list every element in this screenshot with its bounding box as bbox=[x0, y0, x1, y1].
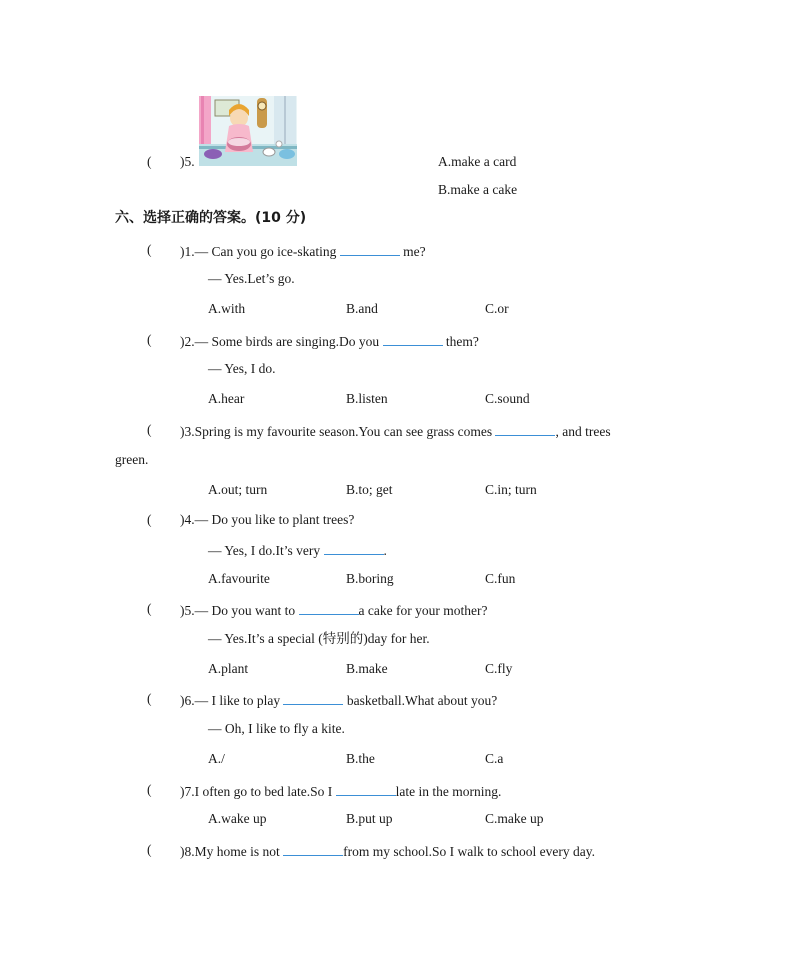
q5-option-b: B.make bbox=[346, 661, 388, 676]
q7-text-before: I often go to bed late.So I bbox=[194, 784, 336, 799]
prev-item-option-a: A.make a card bbox=[438, 154, 517, 169]
q3-option-b: B.to; get bbox=[346, 482, 393, 497]
q3-option-c: C.in; turn bbox=[485, 482, 537, 497]
q1-paren: ( bbox=[147, 242, 152, 257]
q2-line2: — Yes, I do. bbox=[208, 361, 276, 376]
q5-line2: — Yes.It’s a special (特别的)day for her. bbox=[208, 631, 430, 646]
q3-number: )3. bbox=[180, 424, 195, 439]
q6-text-after: basketball.What about you? bbox=[343, 693, 498, 708]
q5-text-after: a cake for your mother? bbox=[358, 603, 488, 618]
q6-blank[interactable] bbox=[283, 692, 343, 705]
q2-option-c: C.sound bbox=[485, 391, 530, 406]
q8-text-after: from my school.So I walk to school every day. bbox=[343, 844, 595, 859]
q7-number: )7. bbox=[180, 784, 195, 799]
q5-number: )5. bbox=[180, 603, 195, 618]
q1-option-a: A.with bbox=[208, 301, 246, 316]
q5-line1 bbox=[180, 602, 487, 618]
q7-line1 bbox=[180, 783, 501, 799]
q7-option-b: B.put up bbox=[346, 811, 393, 826]
q4-option-b: B.boring bbox=[346, 571, 394, 586]
q6-option-c: C.a bbox=[485, 751, 504, 766]
q1-option-c: C.or bbox=[485, 301, 509, 316]
q3-paren: ( bbox=[147, 422, 152, 437]
q4-option-c: C.fun bbox=[485, 571, 516, 586]
q1-number: )1. bbox=[180, 244, 195, 259]
girl-making-cake-picture bbox=[199, 96, 297, 166]
q1-text-after: me? bbox=[399, 244, 426, 259]
q8-number: )8. bbox=[180, 844, 195, 859]
q4-blank[interactable] bbox=[324, 542, 384, 555]
q5-option-a: A.plant bbox=[208, 661, 249, 676]
q1-option-b: B.and bbox=[346, 301, 378, 316]
q1-blank[interactable] bbox=[340, 243, 400, 256]
q7-blank[interactable] bbox=[336, 783, 396, 796]
q8-paren: ( bbox=[147, 842, 152, 857]
q5-text-before: — Do you want to bbox=[194, 603, 299, 618]
prev-item-number: )5. bbox=[180, 154, 195, 169]
prev-item-option-b: B.make a cake bbox=[438, 182, 518, 197]
q7-text-after: late in the morning. bbox=[395, 784, 502, 799]
q4-paren: ( bbox=[147, 512, 152, 527]
q4-number: )4. bbox=[180, 512, 195, 527]
q1-line1 bbox=[180, 243, 426, 259]
q1-text-before: — Can you go ice-skating bbox=[194, 244, 340, 259]
q4-line1 bbox=[180, 513, 354, 527]
q3-text-after: , and trees bbox=[555, 424, 611, 439]
q3-line1 bbox=[180, 423, 611, 439]
q4-text-before: — Yes, I do.It’s very bbox=[208, 543, 324, 558]
q6-line2: — Oh, I like to fly a kite. bbox=[208, 721, 345, 736]
q2-option-b: B.listen bbox=[346, 391, 388, 406]
q6-option-b: B.the bbox=[346, 751, 375, 766]
q4-option-a: A.favourite bbox=[208, 571, 270, 586]
q8-line1 bbox=[180, 843, 595, 859]
q2-line1 bbox=[180, 333, 479, 349]
q2-option-a: A.hear bbox=[208, 391, 245, 406]
q3-option-a: A.out; turn bbox=[208, 482, 268, 497]
prev-item-paren: ( bbox=[147, 154, 152, 169]
q5-paren: ( bbox=[147, 601, 152, 616]
q7-option-a: A.wake up bbox=[208, 811, 267, 826]
q6-line1 bbox=[180, 692, 497, 708]
q6-option-a: A./ bbox=[208, 751, 225, 766]
q5-blank[interactable] bbox=[299, 602, 359, 615]
q2-text-after: them? bbox=[442, 334, 479, 349]
q3-blank[interactable] bbox=[495, 423, 555, 436]
q6-text-before: — I like to play bbox=[194, 693, 284, 708]
q4-text: — Do you like to plant trees? bbox=[194, 512, 355, 527]
q8-blank[interactable] bbox=[283, 843, 343, 856]
q7-paren: ( bbox=[147, 782, 152, 797]
q3-text-before: Spring is my favourite season.You can see grass comes bbox=[194, 424, 496, 439]
q2-paren: ( bbox=[147, 332, 152, 347]
q2-blank[interactable] bbox=[383, 333, 443, 346]
q2-text-before: — Some birds are singing.Do you bbox=[194, 334, 383, 349]
q7-option-c: C.make up bbox=[485, 811, 544, 826]
q4-text-after: . bbox=[383, 543, 387, 558]
q6-paren: ( bbox=[147, 691, 152, 706]
section-title: 六、选择正确的答案。(10 分) bbox=[115, 210, 307, 226]
q6-number: )6. bbox=[180, 693, 195, 708]
q3-line2: green. bbox=[115, 452, 149, 467]
q4-line2 bbox=[208, 542, 387, 558]
q5-option-c: C.fly bbox=[485, 661, 513, 676]
q8-text-before: My home is not bbox=[194, 844, 284, 859]
q2-number: )2. bbox=[180, 334, 195, 349]
q1-line2: — Yes.Let’s go. bbox=[208, 271, 295, 286]
